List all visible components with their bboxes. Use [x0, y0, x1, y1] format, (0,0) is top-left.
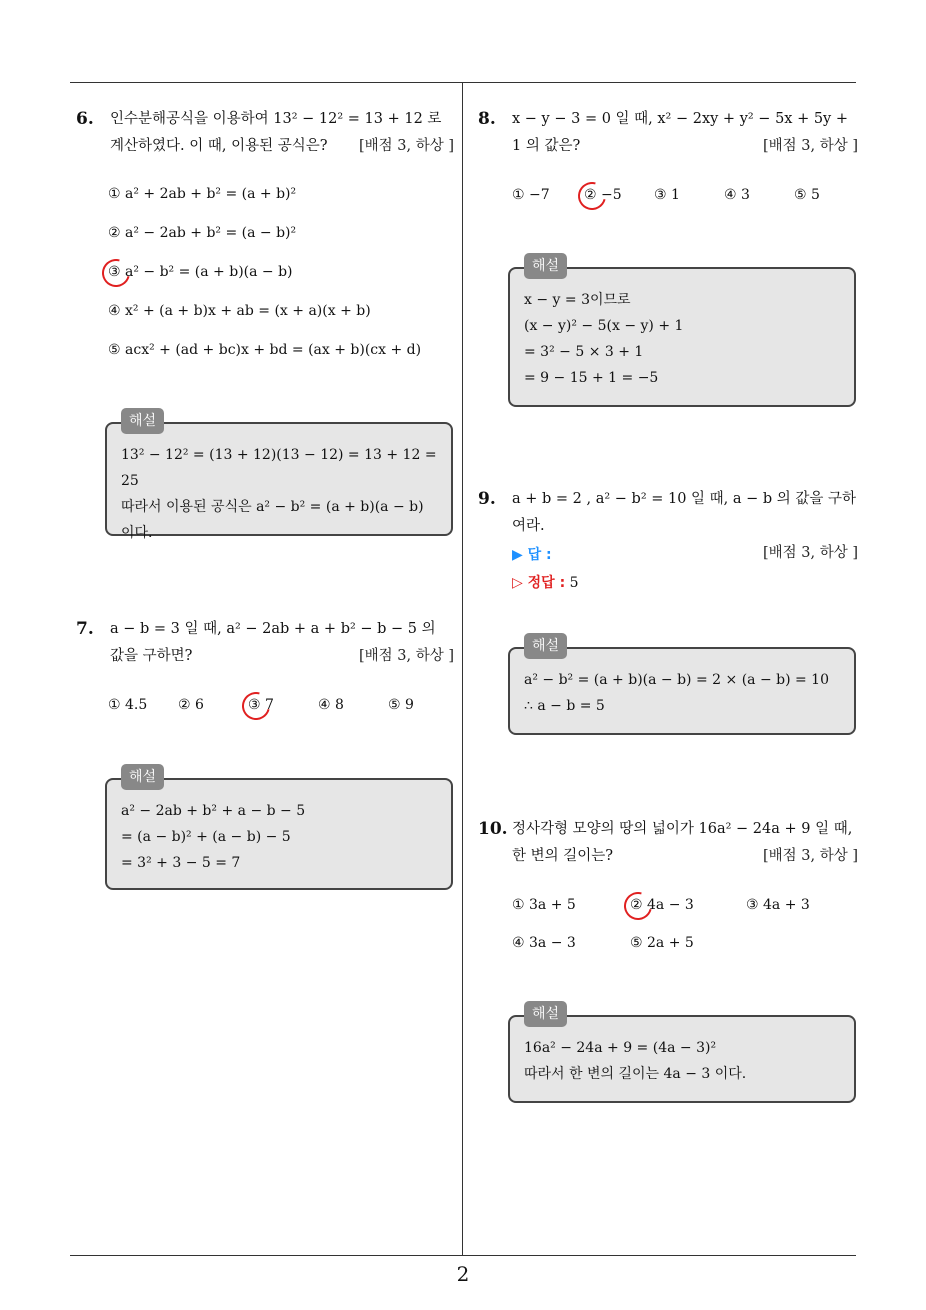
solution-label: 해설	[524, 253, 567, 279]
question-number: 8.	[478, 109, 496, 129]
correct-answer	[512, 572, 579, 592]
solution-line: 16a² − 24a + 9 = (4a − 3)²	[524, 1040, 717, 1056]
question-text: 정사각형 모양의 땅의 넓이가 16a² − 24a + 9 일 때, 한 변의 길이는?	[512, 821, 853, 864]
option-5[interactable]: ⑤ 9	[388, 697, 414, 713]
correct-answer-value: 5	[569, 575, 579, 591]
option-5[interactable]: ⑤ 2a + 5	[630, 935, 694, 951]
option-2[interactable]: ② 6	[178, 697, 204, 713]
option-3[interactable]: ③ 1	[654, 187, 680, 203]
question-text: a + b = 2 , a² − b² = 10 일 때, a − b 의 값을 구하여라.	[512, 491, 857, 534]
top-rule	[70, 82, 856, 83]
option-4[interactable]: ④ 3	[724, 187, 750, 203]
solution-line: 13² − 12² = (13 + 12)(13 − 12) = 13 + 12 = 25	[121, 447, 437, 489]
bottom-rule	[70, 1255, 856, 1256]
question-number: 6.	[76, 109, 94, 129]
question-meta: [배점 3, 하상 ]	[358, 648, 454, 664]
solution-box	[105, 769, 453, 890]
question-meta: [배점 3, 하상 ]	[762, 545, 858, 561]
solution-line: a² − b² = (a + b)(a − b) = 2 × (a − b) = 10	[524, 672, 829, 688]
option-3-selected[interactable]	[248, 697, 274, 713]
option-2[interactable]: ② a² − 2ab + b² = (a − b)²	[108, 225, 297, 241]
option-3[interactable]: ③ 4a + 3	[746, 897, 810, 913]
solution-box	[105, 413, 453, 541]
selected-mark-icon: ② −5	[584, 187, 622, 203]
solution-line: 따라서 한 변의 길이는 4a − 3 이다.	[524, 1066, 747, 1082]
option-2-selected[interactable]	[584, 187, 622, 203]
option-5[interactable]: ⑤ 5	[794, 187, 820, 203]
option-2-selected[interactable]	[630, 897, 694, 913]
question-10	[478, 816, 858, 870]
option-1[interactable]: ① 4.5	[108, 697, 148, 713]
page-number: 2	[456, 1262, 470, 1286]
option-1[interactable]: ① 3a + 5	[512, 897, 576, 913]
solution-line: = 9 − 15 + 1 = −5	[524, 370, 659, 386]
question-7	[76, 616, 454, 670]
solution-line: a² − 2ab + b² + a − b − 5	[121, 803, 306, 819]
question-meta: [배점 3, 하상 ]	[762, 848, 858, 864]
question-meta: [배점 3, 하상 ]	[762, 138, 858, 154]
solution-label: 해설	[121, 764, 164, 790]
option-1[interactable]: ① a² + 2ab + b² = (a + b)²	[108, 186, 297, 202]
solution-line: = 3² − 5 × 3 + 1	[524, 344, 644, 360]
solution-box	[508, 1006, 856, 1103]
selected-mark-icon: ③ 7	[248, 697, 274, 713]
selected-mark-icon: ③ a² − b² = (a + b)(a − b)	[108, 264, 293, 280]
solution-line: (x − y)² − 5(x − y) + 1	[524, 318, 684, 334]
option-4[interactable]: ④ 3a − 3	[512, 935, 576, 951]
option-5[interactable]: ⑤ acx² + (ad + bc)x + bd = (ax + b)(cx + d)	[108, 342, 422, 358]
option-3-selected[interactable]	[108, 264, 293, 280]
solution-line: = (a − b)² + (a − b) − 5	[121, 829, 291, 845]
question-meta: [배점 3, 하상 ]	[358, 138, 454, 154]
solution-line: 이다.	[121, 525, 153, 541]
question-number: 10.	[478, 819, 508, 839]
option-4[interactable]: ④ x² + (a + b)x + ab = (x + a)(x + b)	[108, 303, 371, 319]
solution-box	[508, 258, 856, 407]
solution-box	[508, 638, 856, 735]
question-text: 인수분해공식을 이용하여 13² − 12² = 13 + 12 로 계산하였다. 이 때, 이용된 공식은?	[110, 111, 442, 154]
question-text: a − b = 3 일 때, a² − 2ab + a + b² − b − 5 의 값을 구하면?	[110, 621, 436, 664]
solution-line: x − y = 3이므로	[524, 292, 631, 308]
option-1[interactable]: ① −7	[512, 187, 550, 203]
solution-label: 해설	[524, 633, 567, 659]
option-4[interactable]: ④ 8	[318, 697, 344, 713]
question-6	[76, 106, 454, 160]
solution-label: 해설	[524, 1001, 567, 1027]
question-number: 9.	[478, 489, 496, 509]
solution-line: = 3² + 3 − 5 = 7	[121, 855, 241, 871]
question-number: 7.	[76, 619, 94, 639]
correct-answer-label: ▷ 정답 :	[512, 575, 566, 591]
solution-label: 해설	[121, 408, 164, 434]
question-8	[478, 106, 858, 160]
column-divider	[462, 82, 463, 1256]
solution-line: 따라서 이용된 공식은 a² − b² = (a + b)(a − b)	[121, 499, 424, 515]
selected-mark-icon: ② 4a − 3	[630, 897, 694, 913]
solution-line: ∴ a − b = 5	[524, 698, 605, 714]
question-text: x − y − 3 = 0 일 때, x² − 2xy + y² − 5x + 5y + 1 의 값은?	[512, 111, 849, 154]
answer-field[interactable]: ▶ 답 :	[512, 547, 552, 563]
